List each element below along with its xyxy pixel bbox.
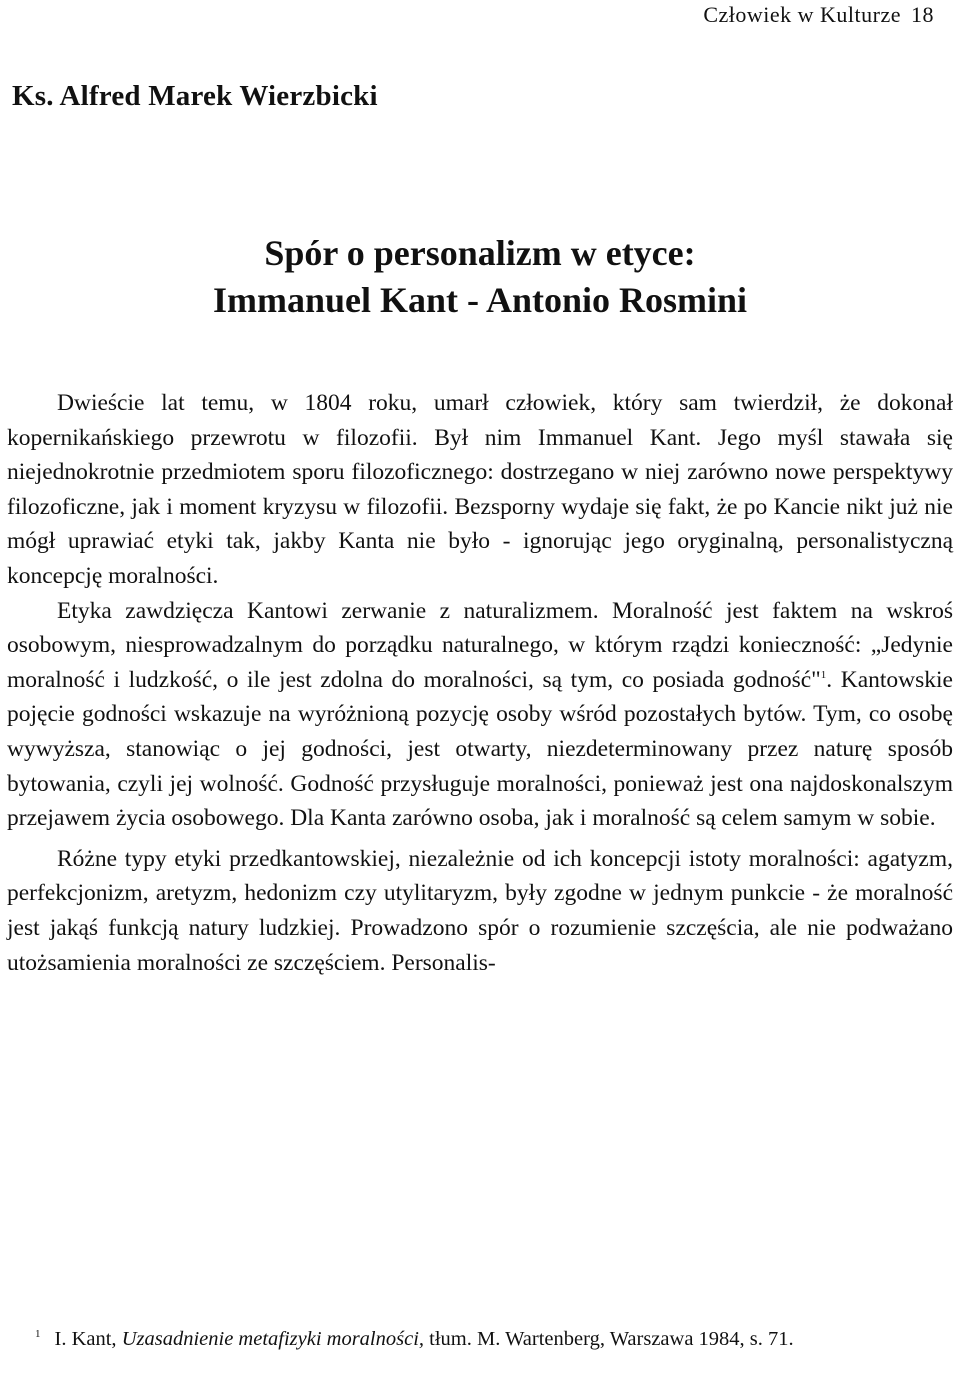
paragraph-2-text-b: . Kantowskie pojęcie godności wskazuje na wyróżnioną pozycję osoby wśród pozostałych bytów. Tym, co osobę wywyższa, stanowiąc o jej godności, jest otwarty, niezdeterminowany przez naturę sposób bytowania, czyli jej wolność. Godność przysługuje moralności, ponieważ jest ona najdoskonalszym przejawem życia osobowego. Dla Kanta zarówno osoba, jak i moralność są celem samym w sobie.: [7, 666, 953, 832]
footnote-publication: tłum. M. Wartenberg, Warszawa 1984, s. 71.: [429, 1328, 794, 1350]
paragraph-1: Dwieście lat temu, w 1804 roku, umarł człowiek, który sam twierdził, że dokonał kopernikańskiego przewrotu w filozofii. Był nim Immanuel Kant. Jego myśl stawała się niejednokrotnie przedmiotem sporu filozoficznego: dostrzegano w niej zarówno nowe perspektywy filozoficzne, jak i moment kryzysu w filozofii. Bezsporny wydaje się fakt, że po Kancie nikt już nie mógł uprawiać etyki tak, jakby Kanta nie było - ignorując jego oryginalną, personalistyczną koncepcję moralności.: [7, 390, 953, 589]
running-header: [703, 2, 934, 28]
paragraph-3: Różne typy etyki przedkantowskiej, niezależnie od ich koncepcji istoty moralności: agatyzm, perfekcjonizm, aretyzm, hedonizm czy utylitaryzm, były zgodne w jednym punkcie - że moralność jest jakąś funkcją natury ludzkiej. Prowadzono spór o rozumienie szczęścia, ale nie podważano utożsamienia moralności ze szczęściem. Personalis-: [7, 845, 953, 976]
footnote: [7, 1322, 953, 1356]
journal-title: Człowiek w Kulturze: [703, 2, 901, 27]
page-number: 18: [911, 2, 934, 27]
article-author: Ks. Alfred Marek Wierzbicki: [12, 80, 378, 112]
paragraph-2: [7, 594, 953, 836]
article-title-line-1: Spór o personalizm w etyce:: [264, 233, 696, 273]
article-title: [0, 230, 960, 324]
article-title-line-2: Immanuel Kant - Antonio Rosmini: [212, 280, 748, 320]
footnote-reference[interactable]: 1: [820, 668, 827, 681]
article-body: [7, 386, 953, 980]
footnote-author: I. Kant,: [54, 1328, 117, 1350]
paragraph-2-text-a: Etyka zawdzięcza Kantowi zerwanie z naturalizmem. Moralność jest faktem na wskroś osobowym, niesprowadzalnym do porządku naturalnego, w którym rządzi konieczność: „Jedynie moralność i ludzkość, o ile jest zdolna do moralności, są tym, co posiada godność": [7, 597, 953, 693]
footnote-work-title: Uzasadnienie metafizyki moralności,: [121, 1328, 425, 1350]
footnote-mark: 1: [35, 1328, 41, 1341]
